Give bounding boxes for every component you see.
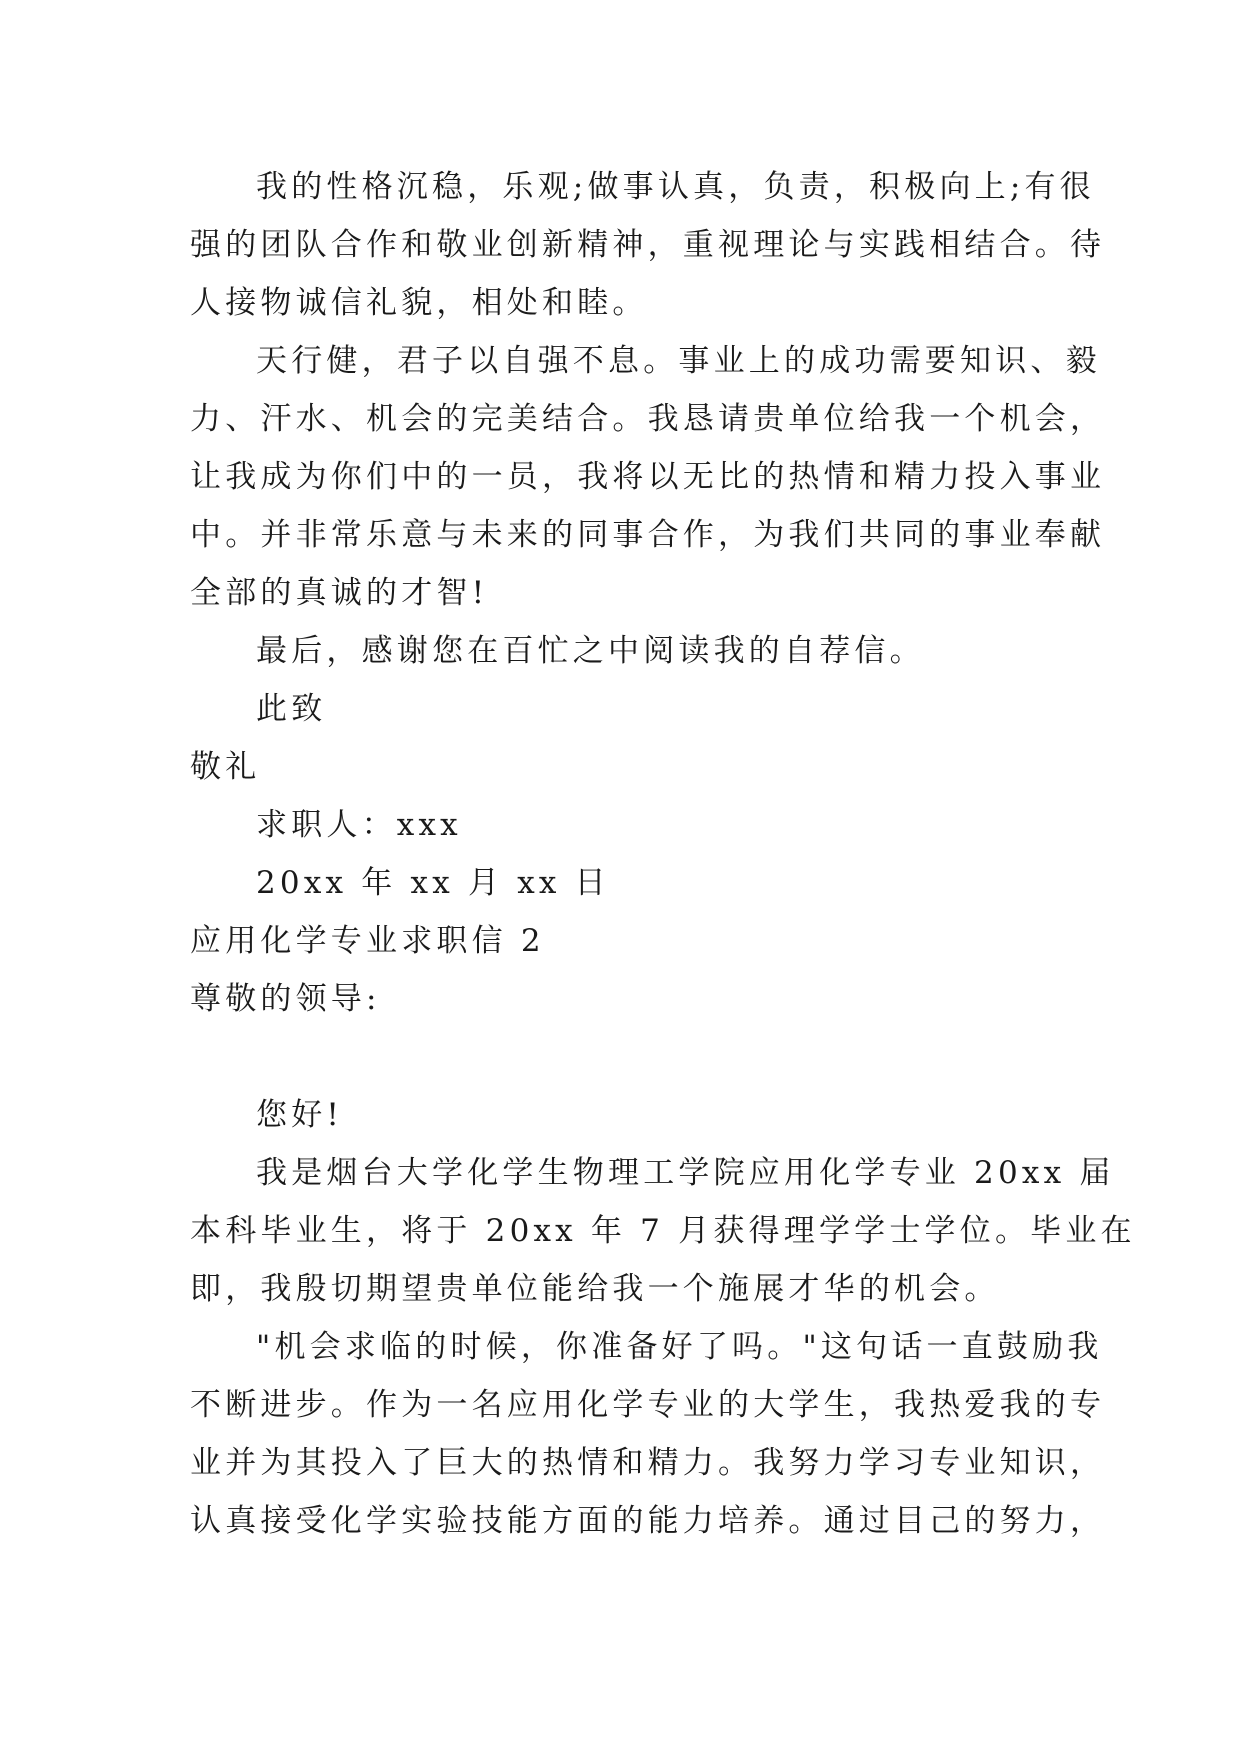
section-title: 应用化学专业求职信 2 [190, 923, 545, 959]
text-line: 强的团队合作和敬业创新精神，重视理论与实践相结合。待 [190, 227, 1106, 263]
greeting-line: 尊敬的领导: [190, 981, 381, 1017]
text-line: 您好! [256, 1097, 344, 1133]
text-line: 我的性格沉稳，乐观;做事认真，负责，积极向上;有很 [256, 169, 1095, 205]
text-line: 本科毕业生，将于 20xx 年 7 月获得理学学士学位。毕业在 [190, 1213, 1136, 1249]
text-line: 业并为其投入了巨大的热情和精力。我努力学习专业知识， [190, 1445, 1106, 1481]
text-line: 即，我殷切期望贵单位能给我一个施展才华的机会。 [190, 1271, 1000, 1307]
text-line: 最后，感谢您在百忙之中阅读我的自荐信。 [256, 633, 925, 669]
text-line: 中。并非常乐意与未来的同事合作，为我们共同的事业奉献 [190, 517, 1106, 553]
blank-line [190, 1028, 1050, 1086]
salutation-line: 此致 [256, 691, 327, 727]
date-line: 20xx 年 xx 月 xx 日 [256, 865, 610, 901]
text-line: 全部的真诚的才智! [190, 575, 489, 611]
text-line: 我是烟台大学化学生物理工学院应用化学专业 20xx 届 [256, 1155, 1115, 1191]
text-line: 认真接受化学实验技能方面的能力培养。通过目己的努力， [190, 1503, 1106, 1539]
text-line: 不断进步。作为一名应用化学专业的大学生，我热爱我的专 [190, 1387, 1106, 1423]
text-line: 力、汗水、机会的完美结合。我恳请贵单位给我一个机会， [190, 401, 1106, 437]
text-line: 天行健，君子以自强不息。事业上的成功需要知识、毅 [256, 343, 1101, 379]
applicant-line: 求职人：xxx [256, 807, 462, 843]
text-line: "机会求临的时候，你准备好了吗。"这句话一直鼓励我 [256, 1329, 1103, 1365]
closing-line: 敬礼 [190, 749, 261, 785]
text-line: 让我成为你们中的一员，我将以无比的热情和精力投入事业 [190, 459, 1106, 495]
document-page [190, 158, 1136, 1550]
text-line: 人接物诚信礼貌，相处和睦。 [190, 285, 648, 321]
